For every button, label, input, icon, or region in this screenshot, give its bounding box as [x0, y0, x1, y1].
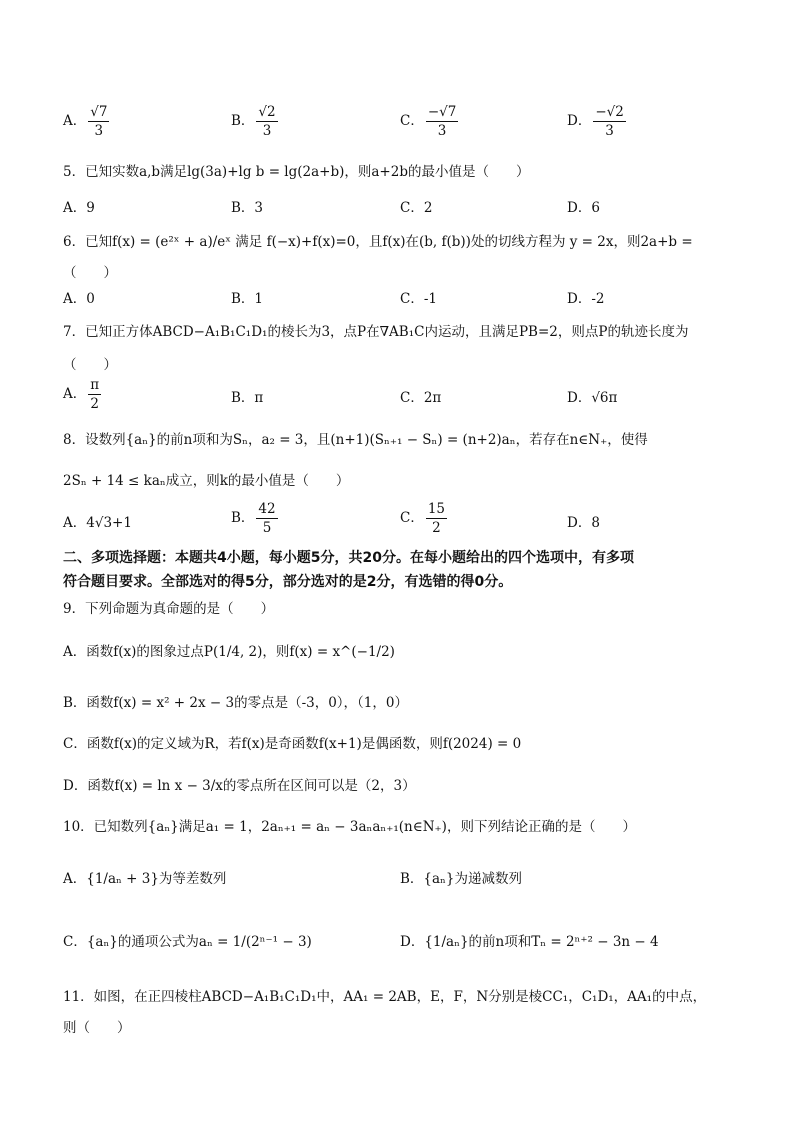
q5-option-a: A．9: [63, 200, 95, 216]
q6-option-c: C．-1: [400, 291, 437, 307]
q5-option-b: B．3: [231, 200, 264, 216]
numerator: π: [90, 377, 100, 393]
q4-option-c: [400, 103, 460, 140]
denominator: 3: [94, 123, 104, 139]
section-heading-line-1: 二、多项选择题：本题共4小题，每小题5分，共20分。在每小题给出的四个选项中，有多项: [63, 550, 634, 566]
q5-option-c: C．2: [400, 200, 433, 216]
q9-option-c: C．函数f(x)的定义域为R，若f(x)是奇函数f(x+1)是偶函数，则f(2024) = 0: [63, 736, 522, 752]
q11-stem: 11．如图，在正四棱柱ABCD−A₁B₁C₁D₁中，AA₁ = 2AB，E，F，N分别是棱CC₁，C₁D₁，AA₁的中点，: [63, 989, 707, 1005]
q8-option-a: A．4√3+1: [63, 515, 132, 531]
q6-option-d: D．-2: [567, 291, 605, 307]
option-label: B．: [231, 113, 255, 129]
numerator: 15: [427, 501, 446, 517]
denominator: 5: [262, 520, 272, 536]
q10-option-c: C．{aₙ}的通项公式为aₙ = 1/(2ⁿ⁻¹ − 3): [63, 934, 312, 950]
q7-option-a: [63, 376, 103, 413]
denominator: 3: [437, 123, 447, 139]
denominator: 2: [90, 396, 99, 412]
numerator: √7: [90, 104, 108, 120]
option-label: A．: [63, 386, 87, 402]
denominator: 3: [262, 123, 272, 139]
q8-stem-2: 2Sₙ + 14 ≤ kaₙ成立，则k的最小值是（ ）: [63, 473, 350, 489]
option-label: A．: [63, 113, 87, 129]
q6-paren: （ ）: [63, 265, 117, 281]
q6-stem: 6．已知f(x) = (e²ˣ + a)/eˣ 满足 f(−x)+f(x)=0，且f(x)在(b, f(b))处的切线方程为 y = 2x，则2a+b =: [63, 234, 693, 250]
q7-option-c: C．2π: [400, 390, 442, 406]
q10-option-b: B．{aₙ}为递减数列: [400, 871, 522, 887]
q10-option-a: A．{1/aₙ + 3}为等差数列: [63, 871, 227, 887]
q9-option-a: A．函数f(x)的图象过点P(1/4, 2)，则f(x) = x^(−1/2): [63, 644, 395, 660]
q8-option-b: [231, 500, 280, 537]
numerator: −√7: [427, 104, 457, 120]
denominator: 3: [605, 123, 614, 139]
q6-option-a: A．0: [63, 291, 95, 307]
q7-paren: （ ）: [63, 357, 117, 373]
q8-option-d: D．8: [567, 515, 600, 531]
numerator: 42: [258, 501, 276, 517]
q7-option-b: B．π: [231, 390, 264, 406]
q9-stem: 9．下列命题为真命题的是（ ）: [63, 601, 275, 617]
numerator: √2: [258, 104, 276, 120]
section-heading-line-2: 符合题目要求。全部选对的得5分，部分选对的是2分，有选错的得0分。: [63, 574, 513, 590]
q9-option-b: B．函数f(x) = x² + 2x − 3的零点是（-3，0），（1，0）: [63, 695, 408, 711]
q10-option-d: D．{1/aₙ}的前n项和Tₙ = 2ⁿ⁺² − 3n − 4: [400, 934, 659, 950]
option-label: D．: [567, 113, 592, 129]
q7-stem: 7．已知正方体ABCD−A₁B₁C₁D₁的棱长为3，点P在∇AB₁C内运动，且满足PB=2，则点P的轨迹长度为: [63, 324, 689, 340]
option-label: C．: [400, 113, 424, 129]
q4-option-d: [567, 103, 628, 140]
q6-option-b: B．1: [231, 291, 264, 307]
q4-option-a: [63, 103, 111, 140]
option-label: B．: [231, 510, 255, 526]
q11-stem-2: 则（ ）: [63, 1020, 131, 1036]
denominator: 2: [432, 520, 441, 536]
q8-option-c: [400, 500, 449, 537]
option-label: C．: [400, 510, 424, 526]
q9-option-d: D．函数f(x) = ln x − 3/x的零点所在区间可以是（2，3）: [63, 778, 416, 794]
numerator: −√2: [595, 104, 624, 120]
q10-stem: 10．已知数列{aₙ}满足a₁ = 1，2aₙ₊₁ = aₙ − 3aₙaₙ₊₁(n∈N₊)，则下列结论正确的是（ ）: [63, 819, 636, 835]
q4-option-b: [231, 103, 280, 140]
q5-stem: 5．已知实数a,b满足lg(3a)+lg b = lg(2a+b)，则a+2b的最小值是（ ）: [63, 164, 530, 180]
q5-option-d: D．6: [567, 200, 600, 216]
q8-stem: 8．设数列{aₙ}的前n项和为Sₙ，a₂ = 3，且(n+1)(Sₙ₊₁ − Sₙ) = (n+2)aₙ，若存在n∈N₊，使得: [63, 432, 648, 448]
q7-option-d: D．√6π: [567, 390, 618, 406]
